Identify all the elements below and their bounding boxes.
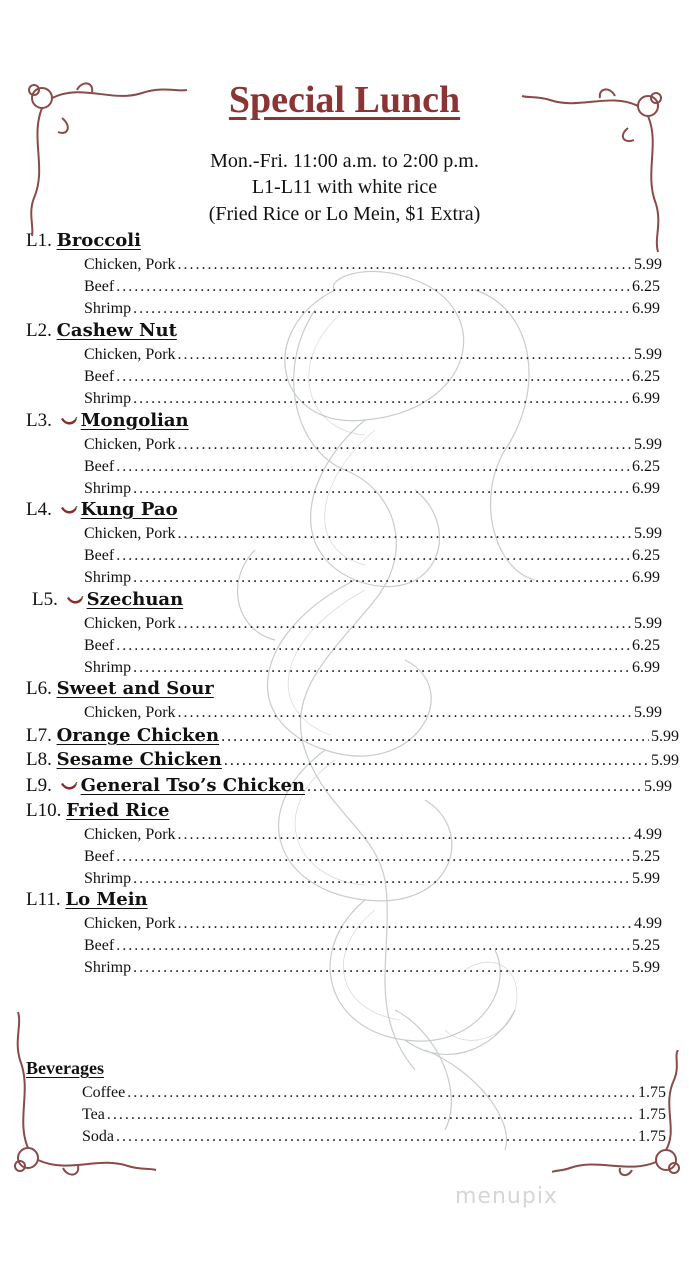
category-code: L2.	[26, 320, 52, 341]
dot-leader	[178, 436, 632, 454]
category-code: L6.	[26, 678, 52, 699]
menu-item-row	[84, 848, 660, 866]
menu-item-row	[84, 915, 662, 933]
item-price: 6.25	[632, 637, 660, 654]
item-price: 6.25	[632, 458, 660, 475]
dot-leader	[178, 346, 632, 364]
category-name: General Tso’s Chicken	[80, 775, 305, 796]
category-code: L3.	[26, 410, 52, 431]
category-name: Mongolian	[80, 410, 189, 431]
menu-item-row	[84, 458, 660, 476]
beverage-label: Tea	[82, 1106, 105, 1123]
dot-leader	[133, 959, 630, 977]
menu-item-row	[84, 346, 662, 364]
category-name: Lo Mein	[65, 889, 148, 910]
menu-item-row	[84, 300, 660, 318]
item-label: Chicken, Pork	[84, 915, 176, 932]
beverage-label: Coffee	[82, 1084, 126, 1101]
menu-category-row	[26, 775, 672, 797]
item-label: Chicken, Pork	[84, 256, 176, 273]
item-price: 4.99	[634, 826, 662, 843]
item-price: 6.99	[632, 569, 660, 586]
item-label: Beef	[84, 637, 115, 654]
beverage-row	[82, 1128, 666, 1146]
category-name: Cashew Nut	[56, 320, 177, 341]
category-name: Sesame Chicken	[56, 749, 222, 770]
menu-category-heading	[26, 320, 177, 342]
menu-category-row	[26, 749, 679, 771]
dot-leader	[107, 1106, 636, 1124]
item-price: 6.25	[632, 368, 660, 385]
beverage-row	[82, 1106, 666, 1124]
item-label: Shrimp	[84, 959, 132, 976]
item-label: Beef	[84, 937, 115, 954]
item-price: 5.99	[634, 525, 662, 542]
item-label: Chicken, Pork	[84, 525, 176, 542]
category-name: Sweet and Sour	[56, 678, 214, 699]
menu-item-row	[84, 637, 660, 655]
dot-leader	[116, 1128, 636, 1146]
item-price: 6.99	[632, 659, 660, 676]
category-label	[26, 775, 305, 797]
menu-item-row	[84, 615, 662, 633]
item-label: Shrimp	[84, 390, 132, 407]
category-code: L5.	[32, 589, 58, 610]
item-price: 6.25	[632, 278, 660, 295]
dot-leader	[178, 704, 632, 722]
chili-pepper-icon	[66, 596, 84, 606]
chili-pepper-icon	[60, 506, 78, 516]
category-code: L11.	[26, 889, 61, 910]
item-price: 5.99	[634, 256, 662, 273]
dot-leader	[127, 1084, 636, 1102]
beverage-row	[82, 1084, 666, 1102]
category-label	[26, 749, 222, 771]
dot-leader	[178, 915, 632, 933]
item-price: 5.99	[634, 346, 662, 363]
menu-item-row	[84, 547, 660, 565]
item-price: 6.25	[632, 547, 660, 564]
menu-item-row	[84, 480, 660, 498]
category-code: L4.	[26, 499, 52, 520]
beverage-label: Soda	[82, 1128, 114, 1145]
dot-leader	[133, 300, 630, 318]
category-code: L8.	[26, 749, 52, 770]
item-label: Beef	[84, 458, 115, 475]
menu-item-row	[84, 436, 662, 454]
dot-leader	[116, 848, 630, 866]
dot-leader	[116, 458, 630, 476]
dot-leader	[133, 390, 630, 408]
menu-item-row	[84, 870, 660, 888]
menu-item-row	[84, 278, 660, 296]
item-label: Shrimp	[84, 569, 132, 586]
item-label: Shrimp	[84, 480, 132, 497]
menu-category-heading	[26, 889, 148, 911]
beverage-price: 1.75	[638, 1106, 666, 1123]
category-name: Kung Pao	[80, 499, 178, 520]
menu-category-row	[26, 725, 679, 747]
category-code: L9.	[26, 775, 52, 796]
item-price: 5.99	[632, 870, 660, 887]
dot-leader	[116, 547, 630, 565]
lunch-hours: Mon.-Fri. 11:00 a.m. to 2:00 p.m.	[210, 150, 479, 172]
item-price: 5.99	[634, 436, 662, 453]
menu-item-row	[84, 959, 660, 977]
item-price: 5.99	[644, 778, 672, 795]
dot-leader	[221, 728, 649, 746]
chili-pepper-icon	[60, 417, 78, 427]
dot-leader	[133, 659, 630, 677]
category-name: Orange Chicken	[56, 725, 220, 746]
item-price: 6.99	[632, 300, 660, 317]
item-price: 5.99	[634, 615, 662, 632]
item-price: 5.25	[632, 937, 660, 954]
category-code: L10.	[26, 800, 62, 821]
beverage-price: 1.75	[638, 1128, 666, 1145]
beverages-heading: Beverages	[26, 1058, 104, 1078]
item-label: Chicken, Pork	[84, 826, 176, 843]
menu-item-row	[84, 826, 662, 844]
dot-leader	[178, 525, 632, 543]
dot-leader	[224, 752, 649, 770]
menu-item-row	[84, 704, 662, 722]
category-name: Fried Rice	[66, 800, 170, 821]
menu-item-row	[84, 525, 662, 543]
dot-leader	[307, 778, 642, 796]
item-label: Chicken, Pork	[84, 704, 176, 721]
dot-leader	[133, 870, 630, 888]
item-price: 5.99	[632, 959, 660, 976]
menu-item-row	[84, 390, 660, 408]
dot-leader	[178, 615, 632, 633]
item-price: 5.99	[651, 752, 679, 769]
menu-category-heading	[26, 499, 178, 521]
item-price: 4.99	[634, 915, 662, 932]
dot-leader	[116, 937, 630, 955]
item-label: Shrimp	[84, 300, 132, 317]
menu-category-heading	[26, 410, 189, 432]
item-price: 5.99	[634, 704, 662, 721]
item-label: Shrimp	[84, 659, 132, 676]
menu-item-row	[84, 569, 660, 587]
dot-leader	[178, 826, 632, 844]
menu-item-row	[84, 937, 660, 955]
menu-category-heading	[26, 230, 141, 252]
category-code: L7.	[26, 725, 52, 746]
category-name: Broccoli	[56, 230, 141, 251]
menu-category-heading	[26, 800, 169, 822]
dot-leader	[178, 256, 632, 274]
item-label: Beef	[84, 547, 115, 564]
item-label: Chicken, Pork	[84, 615, 176, 632]
beverage-price: 1.75	[638, 1084, 666, 1101]
chili-pepper-icon	[60, 782, 78, 792]
item-price: 5.25	[632, 848, 660, 865]
dot-leader	[133, 480, 630, 498]
dot-leader	[133, 569, 630, 587]
menu-item-row	[84, 659, 660, 677]
item-label: Chicken, Pork	[84, 346, 176, 363]
category-label	[26, 725, 219, 747]
dot-leader	[116, 368, 630, 386]
item-label: Shrimp	[84, 870, 132, 887]
item-price: 5.99	[651, 728, 679, 745]
extra-note: (Fried Rice or Lo Mein, $1 Extra)	[208, 203, 481, 225]
item-price: 6.99	[632, 390, 660, 407]
watermark: menupix	[455, 1184, 558, 1209]
menu-item-row	[84, 368, 660, 386]
item-label: Beef	[84, 278, 115, 295]
menu-title: Special Lunch	[228, 79, 461, 121]
category-name: Szechuan	[86, 589, 184, 610]
item-label: Beef	[84, 848, 115, 865]
menu-category-heading	[26, 678, 214, 700]
menu-item-row	[84, 256, 662, 274]
rice-note: L1-L11 with white rice	[251, 176, 438, 198]
item-price: 6.99	[632, 480, 660, 497]
menu-category-heading	[32, 589, 183, 611]
dot-leader	[116, 278, 630, 296]
category-code: L1.	[26, 230, 52, 251]
item-label: Chicken, Pork	[84, 436, 176, 453]
dot-leader	[116, 637, 630, 655]
item-label: Beef	[84, 368, 115, 385]
